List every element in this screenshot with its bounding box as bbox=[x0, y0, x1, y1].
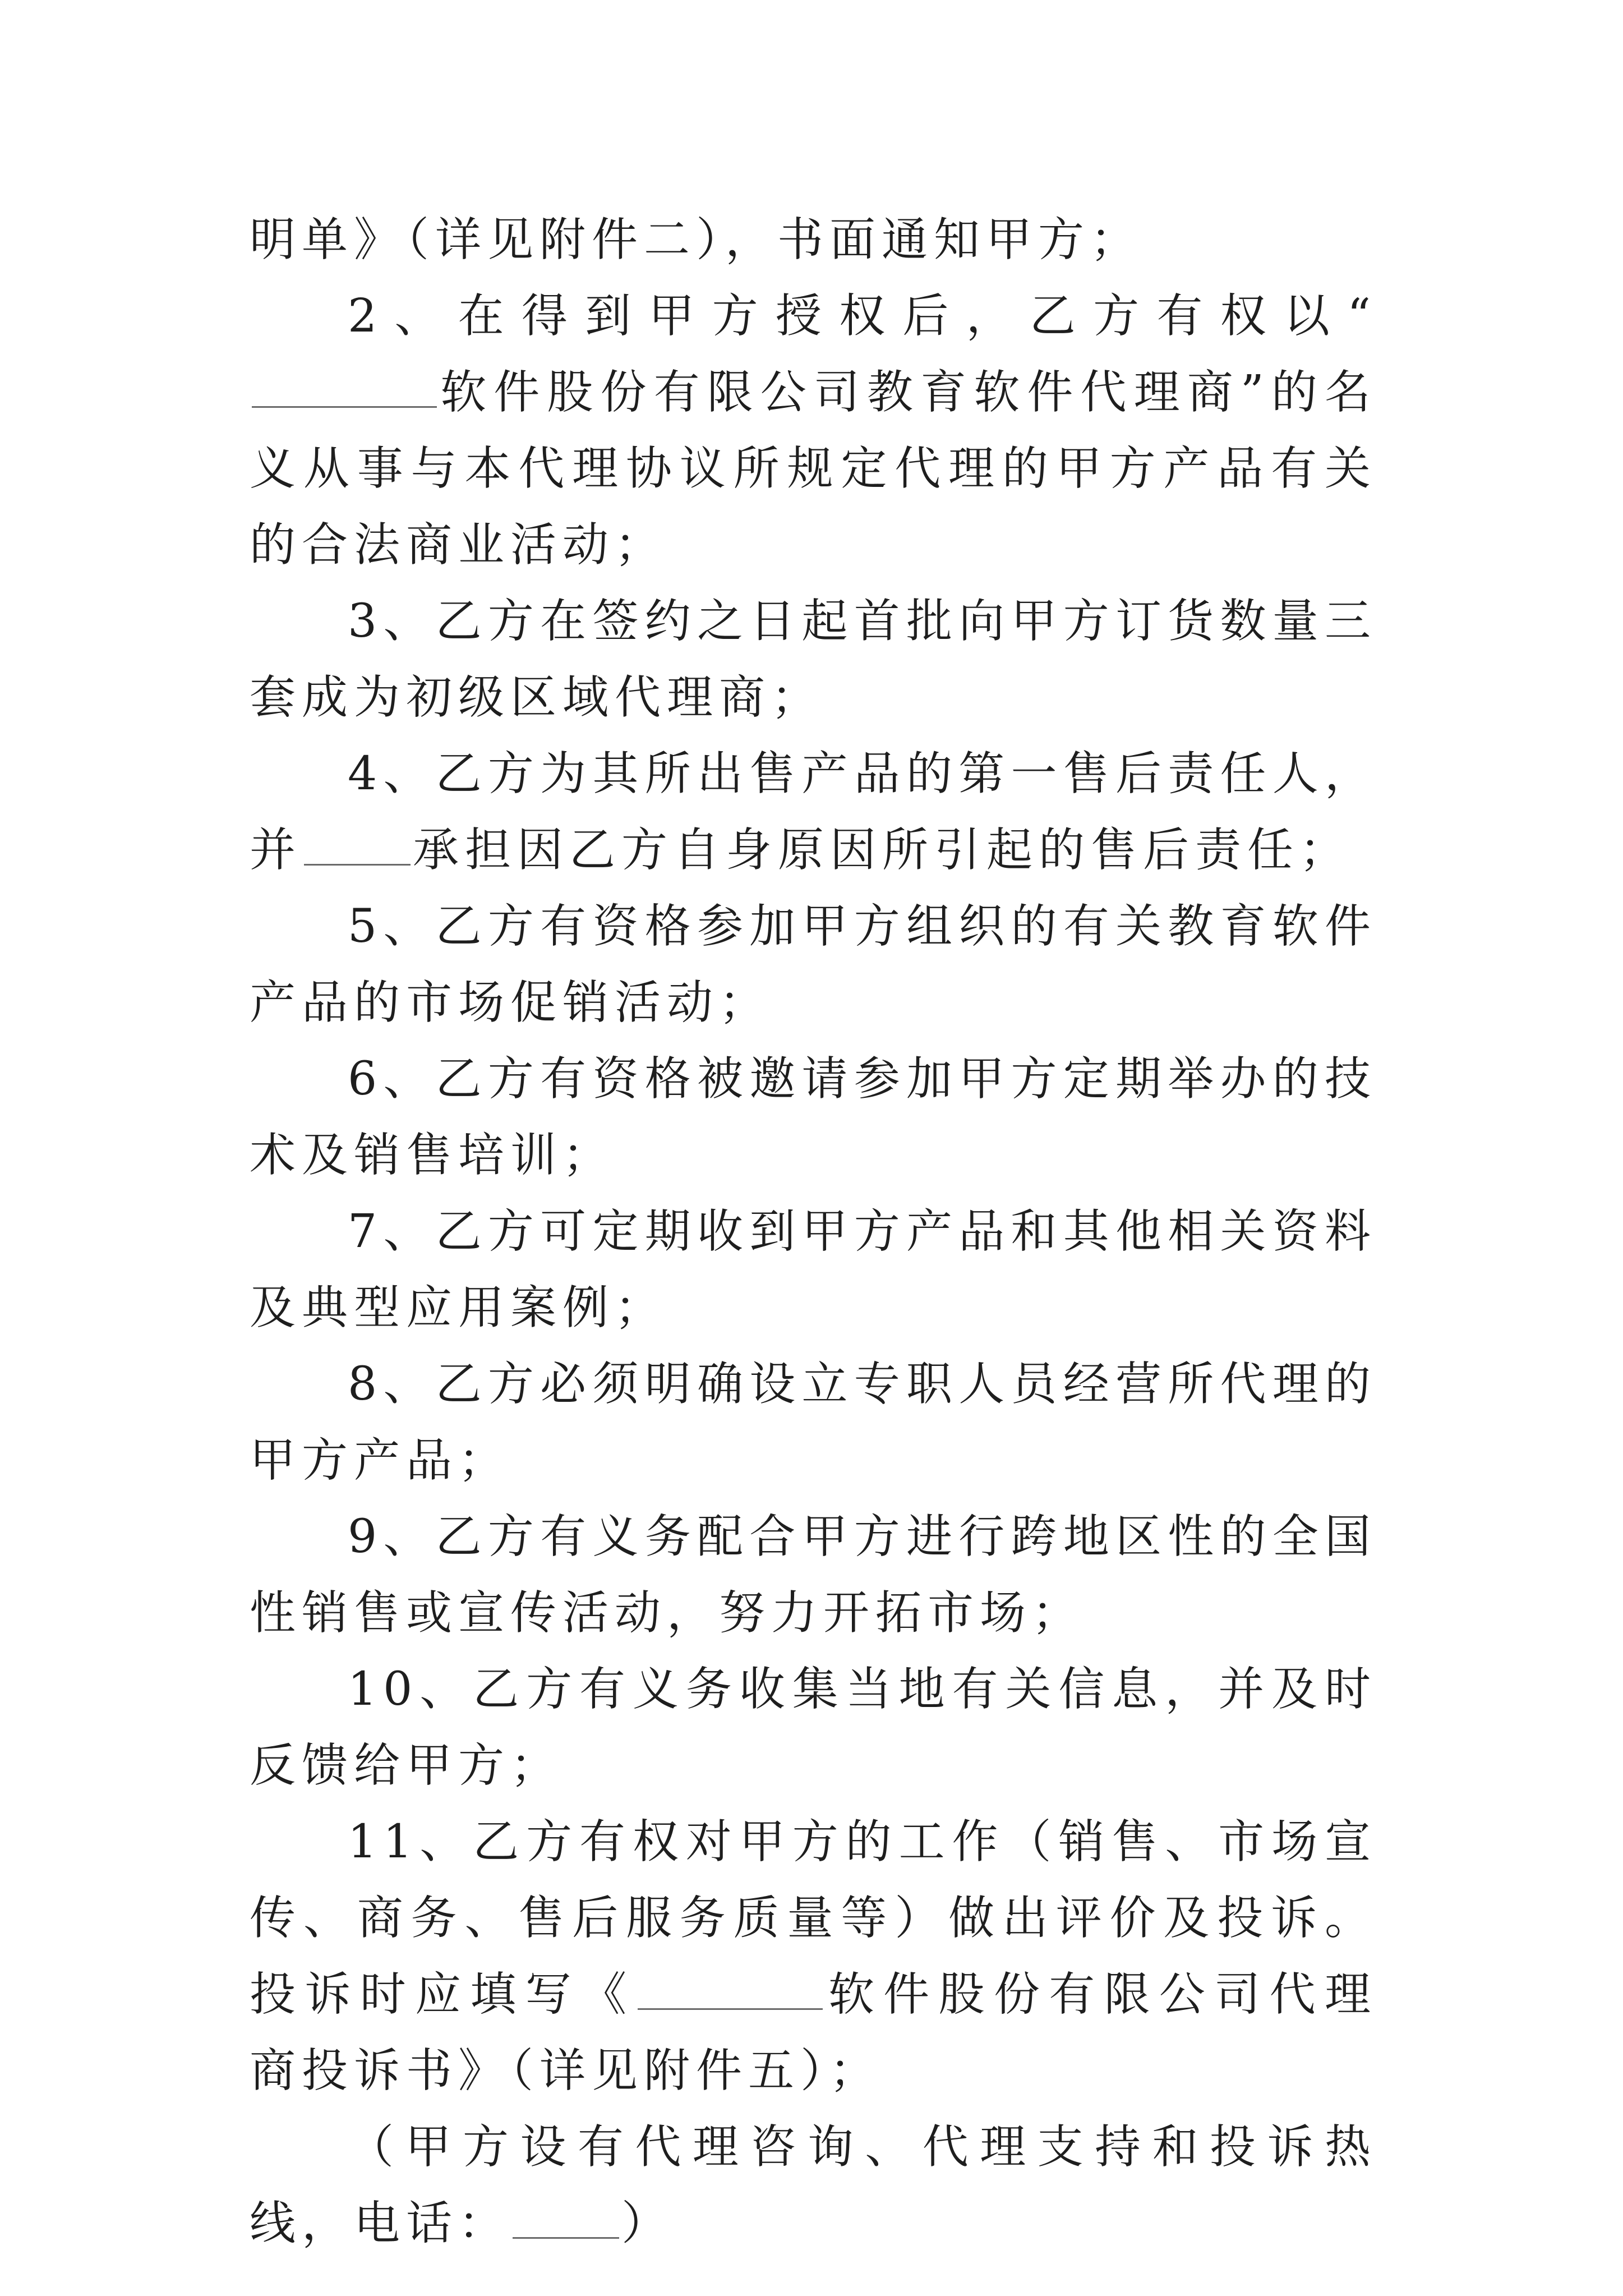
paragraph-p11 bbox=[250, 1804, 1377, 2109]
paragraph-p4 bbox=[250, 736, 1377, 889]
paragraph-p2 bbox=[250, 278, 1377, 583]
paragraph-text: （甲方设有代理咨询、代理支持和投诉热线，电话： bbox=[250, 2120, 1377, 2250]
paragraph-p8 bbox=[250, 1346, 1377, 1499]
paragraph-text: 软件股份有限公司教育软件代理商”的名义从事与本代理协议所规定代理的甲方产品有关的合法商业活动； bbox=[250, 366, 1377, 572]
paragraph-text: 8、乙方必须明确设立专职人员经营所代理的甲方产品； bbox=[250, 1358, 1377, 1487]
paragraph-text: 11、乙方有权对甲方的工作（销售、市场宣传、商务、售后服务质量等）做出评价及投诉。投诉时应填写《 bbox=[250, 1815, 1377, 2021]
paragraph-p12 bbox=[250, 2109, 1377, 2262]
fill-in-blank bbox=[513, 2203, 619, 2239]
paragraph-text: 7、乙方可定期收到甲方产品和其他相关资料及典型应用案例； bbox=[250, 1205, 1377, 1335]
paragraph-p10 bbox=[250, 1651, 1377, 1804]
paragraph-p3 bbox=[250, 583, 1377, 736]
paragraph-p0 bbox=[250, 202, 1377, 278]
paragraph-p5 bbox=[250, 889, 1377, 1041]
paragraph-text: 2、在得到甲方授权后，乙方有权以“ bbox=[348, 289, 1377, 343]
paragraph-text: 9、乙方有义务配合甲方进行跨地区性的全国性销售或宣传活动，努力开拓市场； bbox=[250, 1510, 1377, 1640]
document-body bbox=[250, 202, 1377, 2262]
fill-in-blank bbox=[304, 830, 411, 866]
paragraph-p7 bbox=[250, 1194, 1377, 1346]
paragraph-text: ） bbox=[621, 2197, 674, 2250]
paragraph-p6 bbox=[250, 1041, 1377, 1194]
paragraph-text: 3、乙方在签约之日起首批向甲方订货数量三套成为初级区域代理商； bbox=[250, 595, 1377, 724]
fill-in-blank bbox=[638, 1975, 823, 2010]
paragraph-text: 软件股份有限公司代理商投诉书》（详见附件五）； bbox=[250, 1968, 1377, 2097]
paragraph-text: 10、乙方有义务收集当地有关信息，并及时反馈给甲方； bbox=[250, 1663, 1377, 1792]
paragraph-text: 5、乙方有资格参加甲方组织的有关教育软件产品的市场促销活动； bbox=[250, 900, 1377, 1029]
paragraph-text: 4、乙方为其所出售产品的第一售后责任人，并 bbox=[250, 747, 1377, 877]
paragraph-p9 bbox=[250, 1499, 1377, 1651]
paragraph-text: 承担因乙方自身原因所引起的售后责任； bbox=[413, 823, 1352, 877]
paragraph-text: 明单》（详见附件二），书面通知甲方； bbox=[250, 213, 1143, 266]
fill-in-blank bbox=[252, 372, 437, 408]
paragraph-text: 6、乙方有资格被邀请参加甲方定期举办的技术及销售培训； bbox=[250, 1052, 1377, 1182]
